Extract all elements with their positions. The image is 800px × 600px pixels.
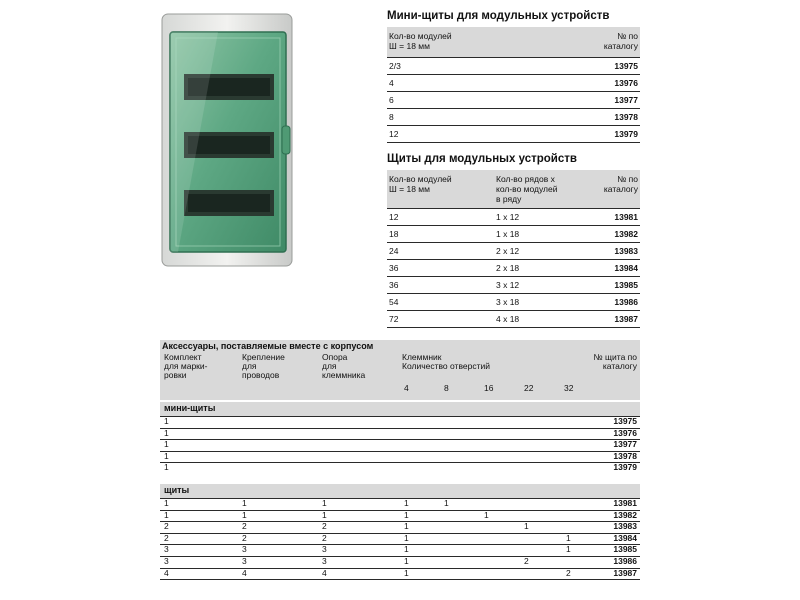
- boards-row-layout: 3 x 18: [496, 297, 520, 307]
- accessories-title: Аксессуары, поставляемые вместе с корпусом: [162, 341, 374, 351]
- acc-col-sup-l3: клеммника: [322, 370, 366, 380]
- table-row: [387, 243, 640, 260]
- acc-row-cat: 13981: [613, 497, 637, 508]
- acc-row-kit: 3: [164, 544, 169, 555]
- boards-row-modules: 12: [389, 212, 399, 222]
- mini-col-modules-l1: Кол-во модулей: [389, 31, 452, 41]
- acc-row-sup: 3: [322, 555, 327, 566]
- boards-section-bar: [160, 484, 640, 498]
- acc-row-sup: 2: [322, 532, 327, 543]
- mini-row-modules: 4: [389, 78, 394, 88]
- boards-row-layout: 2 x 12: [496, 246, 520, 256]
- acc-row-cat: 13978: [613, 450, 637, 461]
- table-row: [160, 557, 640, 569]
- boards-row-cat: 13983: [614, 246, 638, 256]
- table-row: [387, 58, 640, 75]
- boards-row-layout: 3 x 12: [496, 280, 520, 290]
- acc-row-fix: 3: [242, 544, 247, 555]
- acc-row-cat: 13979: [613, 462, 637, 473]
- acc-row-cat: 13986: [613, 555, 637, 566]
- acc-row-sup: 4: [322, 567, 327, 578]
- acc-row-h8: 1: [444, 497, 449, 508]
- acc-col-cat-l1: № щита по: [593, 352, 637, 362]
- table-row: [160, 429, 640, 441]
- boards-table-header: [387, 170, 640, 208]
- boards-col-rows-l2: кол-во модулей: [496, 184, 558, 194]
- table-row: [387, 260, 640, 277]
- mini-row-cat: 13977: [614, 95, 638, 105]
- acc-row-fix: 2: [242, 532, 247, 543]
- acc-col-term-l1: Клеммник: [402, 352, 442, 362]
- acc-row-kit: 1: [164, 450, 169, 461]
- acc-row-cat: 13975: [613, 416, 637, 426]
- boards-row-cat: 13985: [614, 280, 638, 290]
- acc-row-cat: 13982: [613, 509, 637, 520]
- mini-row-modules: 12: [389, 129, 399, 139]
- acc-row-kit: 1: [164, 416, 169, 426]
- table-row: [160, 463, 640, 474]
- table-row: [160, 569, 640, 581]
- boards-row-modules: 24: [389, 246, 399, 256]
- table-row: [387, 92, 640, 109]
- acc-col-kit-l2: для марки-: [164, 361, 208, 371]
- mini-col-modules-l2: Ш = 18 мм: [389, 41, 430, 51]
- acc-row-kit: 2: [164, 532, 169, 543]
- table-row: [387, 109, 640, 126]
- boards-row-cat: 13984: [614, 263, 638, 273]
- mini-row-cat: 13979: [614, 129, 638, 139]
- acc-row-cat: 13977: [613, 439, 637, 450]
- acc-row-h32: 2: [566, 567, 571, 578]
- boards-section-label: щиты: [164, 484, 190, 495]
- acc-col-holes-4: 4: [404, 383, 409, 393]
- boards-col-rows-l3: в ряду: [496, 194, 522, 204]
- mini-table-header: [387, 27, 640, 57]
- acc-row-h4: 1: [404, 497, 409, 508]
- accessories-table: [160, 340, 640, 580]
- table-row: [160, 440, 640, 452]
- acc-row-h4: 1: [404, 521, 409, 532]
- acc-row-h4: 1: [404, 509, 409, 520]
- acc-row-cat: 13985: [613, 544, 637, 555]
- acc-row-cat: 13976: [613, 427, 637, 438]
- acc-row-fix: 2: [242, 521, 247, 532]
- mini-col-cat-l1: № по: [617, 31, 638, 41]
- acc-row-fix: 3: [242, 555, 247, 566]
- acc-row-kit: 3: [164, 555, 169, 566]
- table-row: [160, 452, 640, 464]
- mini-row-modules: 6: [389, 95, 394, 105]
- acc-row-sup: 1: [322, 509, 327, 520]
- acc-row-h32: 1: [566, 532, 571, 543]
- acc-col-sup-l2: для: [322, 361, 337, 371]
- mini-table-title: Мини-щиты для модульных устройств: [387, 10, 610, 22]
- mini-row-cat: 13975: [614, 61, 638, 71]
- mini-row-modules: 8: [389, 112, 394, 122]
- acc-col-holes-32: 32: [564, 383, 574, 393]
- boards-row-cat: 13987: [614, 314, 638, 324]
- enclosure-photo: [158, 12, 298, 268]
- acc-col-cat-l2: каталогу: [602, 361, 637, 371]
- acc-col-holes-16: 16: [484, 383, 494, 393]
- acc-row-cat: 13983: [613, 521, 637, 532]
- acc-row-h4: 1: [404, 532, 409, 543]
- boards-row-modules: 36: [389, 263, 399, 273]
- acc-col-term-l2: Количество отверстий: [402, 361, 490, 371]
- acc-row-kit: 1: [164, 497, 169, 508]
- boards-row-layout: 2 x 18: [496, 263, 520, 273]
- acc-row-h4: 1: [404, 544, 409, 555]
- acc-col-kit-l3: ровки: [164, 370, 187, 380]
- acc-row-h22: 1: [524, 521, 529, 532]
- table-row: [160, 511, 640, 523]
- acc-row-kit: 1: [164, 462, 169, 473]
- table-row: [160, 417, 640, 429]
- acc-row-h32: 1: [566, 544, 571, 555]
- acc-col-fix-l2: для: [242, 361, 257, 371]
- mini-section-label: мини-щиты: [164, 403, 216, 413]
- acc-col-fix-l3: проводов: [242, 370, 280, 380]
- acc-row-sup: 1: [322, 497, 327, 508]
- acc-col-holes-22: 22: [524, 383, 534, 393]
- acc-row-h16: 1: [484, 509, 489, 520]
- acc-col-kit-l1: Комплект: [164, 352, 202, 362]
- table-row: [387, 277, 640, 294]
- acc-row-fix: 4: [242, 567, 247, 578]
- table-row: [387, 226, 640, 243]
- acc-row-sup: 3: [322, 544, 327, 555]
- acc-row-kit: 1: [164, 439, 169, 450]
- boards-col-modules-l2: Ш = 18 мм: [389, 184, 430, 194]
- boards-col-cat-l1: № по: [617, 174, 638, 184]
- boards-row-modules: 36: [389, 280, 399, 290]
- table-row: [160, 545, 640, 557]
- table-row: [160, 499, 640, 511]
- boards-row-cat: 13986: [614, 297, 638, 307]
- acc-row-h4: 1: [404, 555, 409, 566]
- acc-col-holes-8: 8: [444, 383, 449, 393]
- acc-row-h22: 2: [524, 555, 529, 566]
- mini-row-cat: 13976: [614, 78, 638, 88]
- acc-row-fix: 1: [242, 497, 247, 508]
- mini-col-cat-l2: каталогу: [603, 41, 638, 51]
- boards-table: [387, 170, 640, 328]
- mini-section-bar: [160, 402, 640, 416]
- acc-col-sup-l1: Опора: [322, 352, 348, 362]
- mini-table: [387, 27, 640, 143]
- boards-row-modules: 72: [389, 314, 399, 324]
- table-row: [387, 75, 640, 92]
- boards-col-cat-l2: каталогу: [603, 184, 638, 194]
- boards-table-title: Щиты для модульных устройств: [387, 153, 577, 165]
- acc-row-sup: 2: [322, 521, 327, 532]
- mini-row-modules: 2/3: [389, 61, 401, 71]
- acc-row-kit: 2: [164, 521, 169, 532]
- acc-row-fix: 1: [242, 509, 247, 520]
- acc-row-h4: 1: [404, 567, 409, 578]
- acc-row-cat: 13984: [613, 532, 637, 543]
- boards-col-rows-l1: Кол-во рядов x: [496, 174, 555, 184]
- acc-col-fix-l1: Крепление: [242, 352, 285, 362]
- table-row: [160, 522, 640, 534]
- table-row: [387, 311, 640, 328]
- boards-row-layout: 4 x 18: [496, 314, 520, 324]
- boards-row-cat: 13981: [614, 212, 638, 222]
- boards-row-layout: 1 x 12: [496, 212, 520, 222]
- table-row: [387, 294, 640, 311]
- boards-row-modules: 54: [389, 297, 399, 307]
- acc-row-cat: 13987: [613, 567, 637, 578]
- acc-row-kit: 1: [164, 509, 169, 520]
- mini-row-cat: 13978: [614, 112, 638, 122]
- boards-col-modules-l1: Кол-во модулей: [389, 174, 452, 184]
- accessories-header: [160, 340, 640, 400]
- acc-row-kit: 1: [164, 427, 169, 438]
- table-row: [387, 126, 640, 143]
- acc-row-kit: 4: [164, 567, 169, 578]
- table-row: [387, 209, 640, 226]
- boards-row-cat: 13982: [614, 229, 638, 239]
- boards-row-modules: 18: [389, 229, 399, 239]
- boards-row-layout: 1 x 18: [496, 229, 520, 239]
